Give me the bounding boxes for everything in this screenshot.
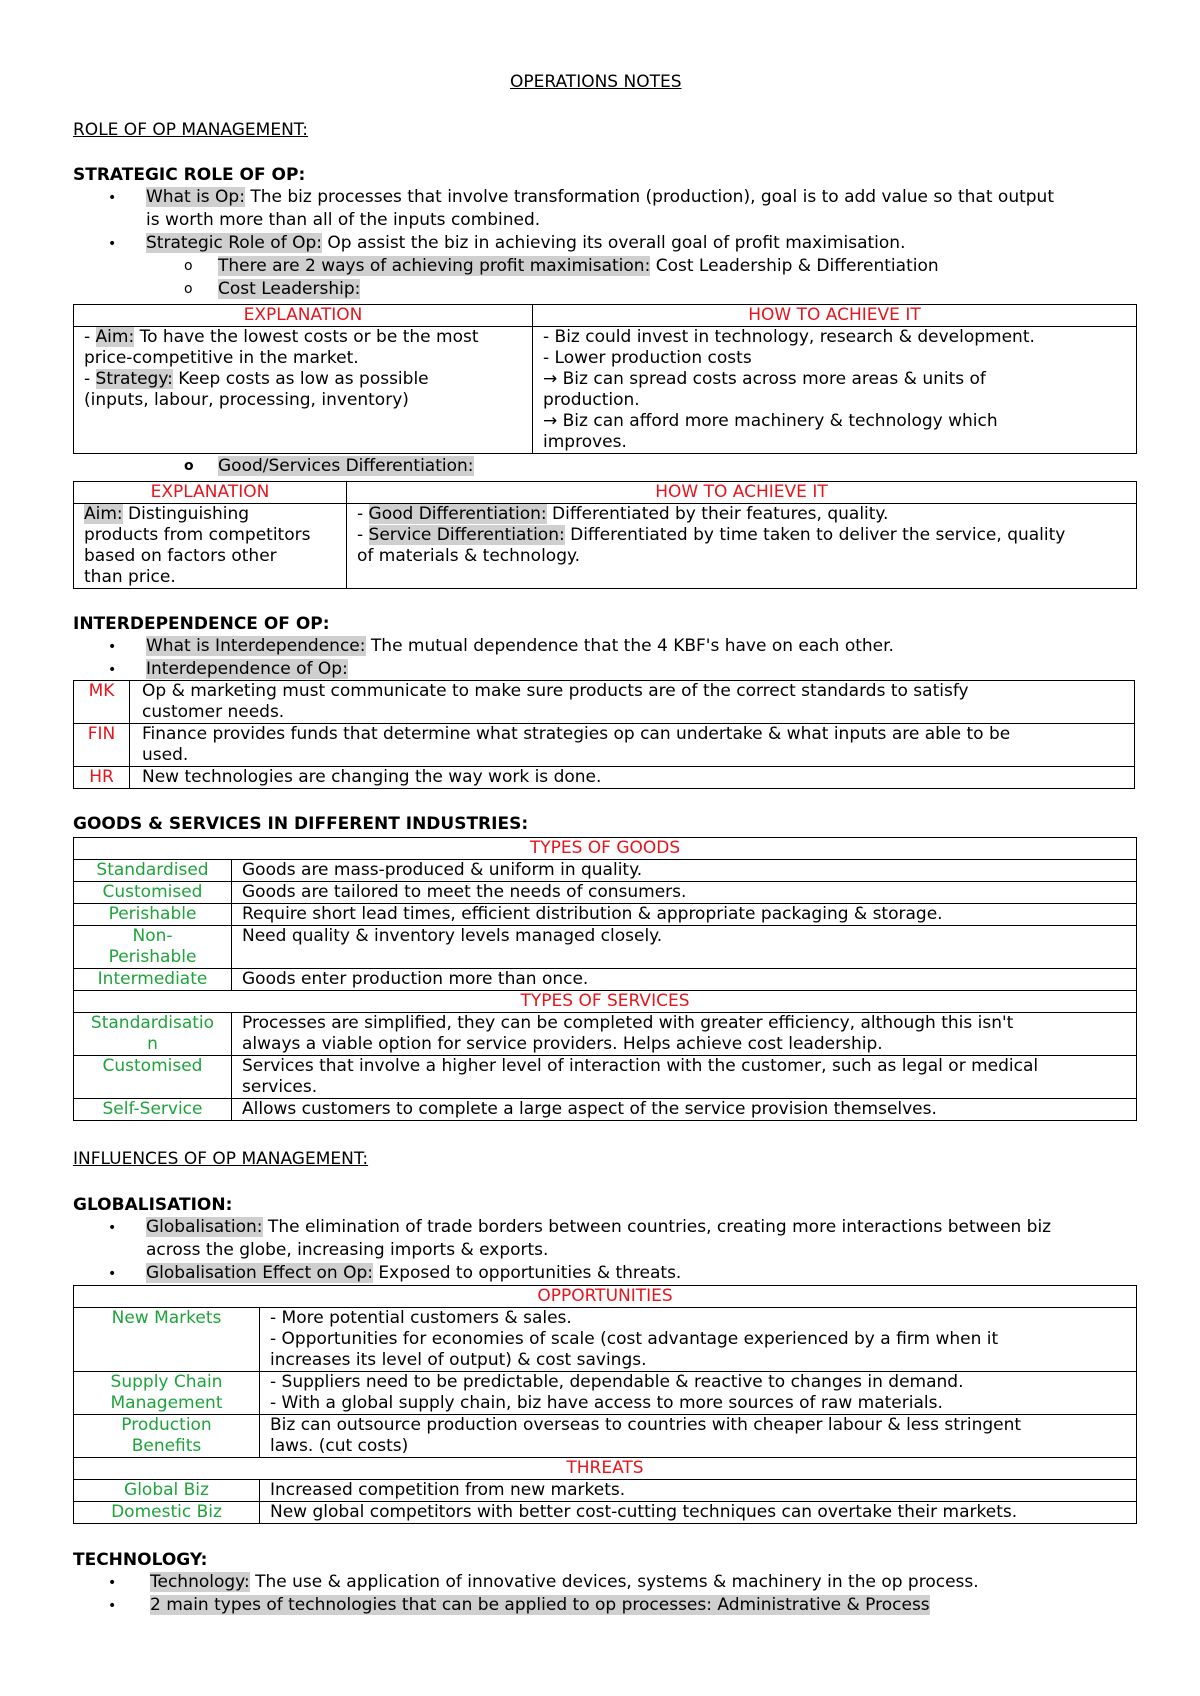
table-row (74, 838, 1137, 860)
table-row (74, 1458, 1137, 1480)
table-row (74, 482, 1137, 504)
bullet-icon: • (108, 236, 117, 252)
table-header: TYPES OF GOODS (74, 838, 1137, 860)
dash: - (84, 369, 96, 389)
term-label: Strategy: (95, 369, 173, 389)
table-cell: New global competitors with better cost-cutting techniques can overtake their markets. (260, 1502, 1137, 1524)
key-line: Perishable (108, 947, 197, 967)
table-cell (74, 504, 347, 589)
cell-line: Biz can outsource production overseas to countries with cheaper labour & less stringent (270, 1415, 1022, 1435)
table-cell (232, 1013, 1137, 1056)
row-key: New Markets (74, 1308, 260, 1372)
strategic-sub-2 (218, 279, 360, 299)
row-key: Perishable (74, 904, 232, 926)
table-cell (260, 1372, 1137, 1415)
term-definition: Differentiated by their features, quality. (546, 504, 889, 524)
table-cell (74, 327, 533, 454)
table-row (74, 926, 1137, 969)
cell-line: Finance provides funds that determine what strategies op can undertake & what inputs are able to be (142, 724, 1011, 744)
strategic-bullet-1-cont: is worth more than all of the inputs combined. (146, 210, 541, 230)
globalisation-heading: GLOBALISATION: (73, 1195, 233, 1215)
term-label: Technology: (150, 1572, 250, 1592)
table-row (74, 305, 1137, 327)
table-cell: Allows customers to complete a large aspect of the service provision themselves. (232, 1099, 1137, 1121)
term-label: Good Differentiation: (368, 504, 547, 524)
cell-line: price-competitive in the market. (84, 348, 359, 368)
table-row (74, 1308, 1137, 1372)
table-cell: Goods are tailored to meet the needs of consumers. (232, 882, 1137, 904)
table-row (74, 504, 1137, 589)
table-cell: Need quality & inventory levels managed closely. (232, 926, 1137, 969)
circle-bullet-icon: o (184, 458, 194, 474)
term-label: Globalisation: (146, 1217, 263, 1237)
bullet-icon: • (108, 1598, 117, 1614)
bullet-icon: • (108, 190, 117, 206)
cell-line: production. (543, 390, 640, 410)
cell-line: Processes are simplified, they can be completed with greater efficiency, although this isn't (242, 1013, 1014, 1033)
cell-line: - More potential customers & sales. (270, 1308, 572, 1328)
key-line: Benefits (131, 1436, 202, 1456)
interdependence-table (73, 680, 1135, 789)
key-line: Supply Chain (110, 1372, 223, 1392)
table-cell: Goods enter production more than once. (232, 969, 1137, 991)
term-label: Cost Leadership: (218, 279, 361, 299)
table-header: TYPES OF SERVICES (74, 991, 1137, 1013)
bullet-icon: • (108, 1266, 117, 1282)
cell-line: products from competitors (84, 525, 311, 545)
cell-line: - Lower production costs (543, 348, 752, 368)
table-cell (232, 1056, 1137, 1099)
row-key: FIN (74, 724, 130, 767)
cell-line: - With a global supply chain, biz have access to more sources of raw materials. (270, 1393, 943, 1413)
table-row (74, 991, 1137, 1013)
strategic-bullet-1 (146, 187, 1054, 207)
term-definition: The mutual dependence that the 4 KBF's have on each other. (365, 636, 894, 656)
term-definition: Op assist the biz in achieving its overall goal of profit maximisation. (321, 233, 906, 253)
table-row (74, 904, 1137, 926)
dash: - (84, 327, 96, 347)
table-cell (260, 1415, 1137, 1458)
key-line: Non- (132, 926, 173, 946)
table-cell (533, 327, 1137, 454)
globalisation-bullet-1-cont: across the globe, increasing imports & exports. (146, 1240, 549, 1260)
strategic-sub-1 (218, 256, 939, 276)
table-cell: Require short lead times, efficient distribution & appropriate packaging & storage. (232, 904, 1137, 926)
table-row (74, 1286, 1137, 1308)
cell-line: → Biz can afford more machinery & technology which (543, 411, 998, 431)
term-definition: The elimination of trade borders between countries, creating more interactions between biz (262, 1217, 1052, 1237)
row-key: Global Biz (74, 1480, 260, 1502)
cell-line: improves. (543, 432, 627, 452)
strategic-sub-3 (218, 456, 474, 476)
term-label: Interdependence of Op: (146, 659, 348, 679)
table-row (74, 1502, 1137, 1524)
cell-line (84, 369, 522, 390)
table-row (74, 882, 1137, 904)
term-definition: The use & application of innovative devices, systems & machinery in the op process. (249, 1572, 979, 1592)
cell-line: New technologies are changing the way work is done. (142, 767, 602, 787)
term-label: 2 main types of technologies that can be applied to op processes: Administrative & Process (150, 1595, 930, 1615)
term-label: Globalisation Effect on Op: (146, 1263, 374, 1283)
cell-line (357, 525, 1126, 546)
interdependence-bullet-1 (146, 636, 894, 656)
section-role-heading: ROLE OF OP MANAGEMENT: (73, 120, 309, 140)
cell-line: based on factors other (84, 546, 277, 566)
cell-line: than price. (84, 567, 176, 587)
table-row (74, 1013, 1137, 1056)
term-definition: Keep costs as low as possible (172, 369, 429, 389)
term-definition: Distinguishing (122, 504, 250, 524)
cell-line: → Biz can spread costs across more areas & units of (543, 369, 986, 389)
table-header: OPPORTUNITIES (74, 1286, 1137, 1308)
document-title: OPERATIONS NOTES (510, 72, 682, 92)
row-key (74, 1372, 260, 1415)
bullet-icon: • (108, 1575, 117, 1591)
section-influences-heading: INFLUENCES OF OP MANAGEMENT: (73, 1149, 369, 1169)
table-row (74, 724, 1135, 767)
differentiation-table (73, 481, 1137, 589)
cell-line: used. (142, 745, 189, 765)
table-row (74, 1480, 1137, 1502)
table-row (74, 681, 1135, 724)
cell-line: increases its level of output) & cost savings. (270, 1350, 647, 1370)
bullet-icon: • (108, 662, 117, 678)
table-cell (130, 767, 1135, 789)
bullet-icon: • (108, 639, 117, 655)
row-key: Customised (74, 882, 232, 904)
term-definition: To have the lowest costs or be the most (134, 327, 479, 347)
technology-bullet-2 (150, 1595, 930, 1615)
cell-line: - Suppliers need to be predictable, dependable & reactive to changes in demand. (270, 1372, 964, 1392)
table-row (74, 860, 1137, 882)
table-header: THREATS (74, 1458, 1137, 1480)
interdependence-heading: INTERDEPENDENCE OF OP: (73, 614, 330, 634)
cell-line: always a viable option for service providers. Helps achieve cost leadership. (242, 1034, 883, 1054)
cell-line: - Biz could invest in technology, research & development. (543, 327, 1035, 347)
strategic-bullet-2 (146, 233, 906, 253)
row-key: Standardised (74, 860, 232, 882)
table-cell (130, 724, 1135, 767)
globalisation-bullet-2 (146, 1263, 681, 1283)
cell-line (84, 504, 336, 525)
row-key (74, 1013, 232, 1056)
key-line: Production (121, 1415, 212, 1435)
dash: - (357, 504, 369, 524)
table-row (74, 969, 1137, 991)
term-label: Aim: (95, 327, 135, 347)
technology-heading: TECHNOLOGY: (73, 1550, 208, 1570)
bullet-icon: • (108, 1220, 117, 1236)
term-label: Good/Services Differentiation: (218, 456, 474, 476)
technology-bullet-1 (150, 1572, 979, 1592)
row-key: HR (74, 767, 130, 789)
table-cell (260, 1308, 1137, 1372)
table-cell: Goods are mass-produced & uniform in quality. (232, 860, 1137, 882)
table-row (74, 327, 1137, 454)
key-line: Management (110, 1393, 223, 1413)
table-cell: Increased competition from new markets. (260, 1480, 1137, 1502)
dash: - (357, 525, 369, 545)
circle-bullet-icon: o (184, 281, 193, 297)
cell-line (357, 504, 1126, 525)
interdependence-bullet-2 (146, 659, 348, 679)
term-label: What is Op: (146, 187, 245, 207)
term-definition: Cost Leadership & Differentiation (650, 256, 939, 276)
cell-line: customer needs. (142, 702, 285, 722)
cell-line: Op & marketing must communicate to make sure products are of the correct standards to satisfy (142, 681, 969, 701)
goods-services-heading: GOODS & SERVICES IN DIFFERENT INDUSTRIES: (73, 814, 529, 834)
row-key (74, 1415, 260, 1458)
cell-line: - Opportunities for economies of scale (cost advantage experienced by a firm when it (270, 1329, 999, 1349)
table-header: EXPLANATION (74, 305, 533, 327)
strategic-heading: STRATEGIC ROLE OF OP: (73, 165, 306, 185)
globalisation-table (73, 1285, 1137, 1524)
table-header: EXPLANATION (74, 482, 347, 504)
table-header: HOW TO ACHIEVE IT (533, 305, 1137, 327)
table-cell (130, 681, 1135, 724)
table-cell (347, 504, 1137, 589)
term-definition: Exposed to opportunities & threats. (373, 1263, 682, 1283)
table-header: HOW TO ACHIEVE IT (347, 482, 1137, 504)
goods-services-table (73, 837, 1137, 1121)
table-row (74, 1372, 1137, 1415)
table-row (74, 1056, 1137, 1099)
cell-line (84, 327, 522, 348)
cell-line: services. (242, 1077, 318, 1097)
row-key: Intermediate (74, 969, 232, 991)
cell-line: of materials & technology. (357, 546, 581, 566)
term-label: Aim: (84, 504, 123, 524)
term-definition: The biz processes that involve transformation (production), goal is to add value so that output (244, 187, 1054, 207)
table-row (74, 1415, 1137, 1458)
cell-line: (inputs, labour, processing, inventory) (84, 390, 409, 410)
term-definition: Differentiated by time taken to deliver the service, quality (564, 525, 1066, 545)
globalisation-bullet-1 (146, 1217, 1051, 1237)
term-label: There are 2 ways of achieving profit maximisation: (218, 256, 651, 276)
key-line: Standardisatio (90, 1013, 215, 1033)
term-label: Service Differentiation: (368, 525, 565, 545)
row-key: MK (74, 681, 130, 724)
term-label: Strategic Role of Op: (146, 233, 322, 253)
row-key (74, 926, 232, 969)
circle-bullet-icon: o (184, 258, 193, 274)
table-row (74, 767, 1135, 789)
key-line: n (147, 1034, 158, 1054)
term-label: What is Interdependence: (146, 636, 366, 656)
cell-line: laws. (cut costs) (270, 1436, 409, 1456)
row-key: Self-Service (74, 1099, 232, 1121)
cost-leadership-table (73, 304, 1137, 454)
row-key: Customised (74, 1056, 232, 1099)
table-row (74, 1099, 1137, 1121)
cell-line: Services that involve a higher level of interaction with the customer, such as legal or medical (242, 1056, 1039, 1076)
row-key: Domestic Biz (74, 1502, 260, 1524)
